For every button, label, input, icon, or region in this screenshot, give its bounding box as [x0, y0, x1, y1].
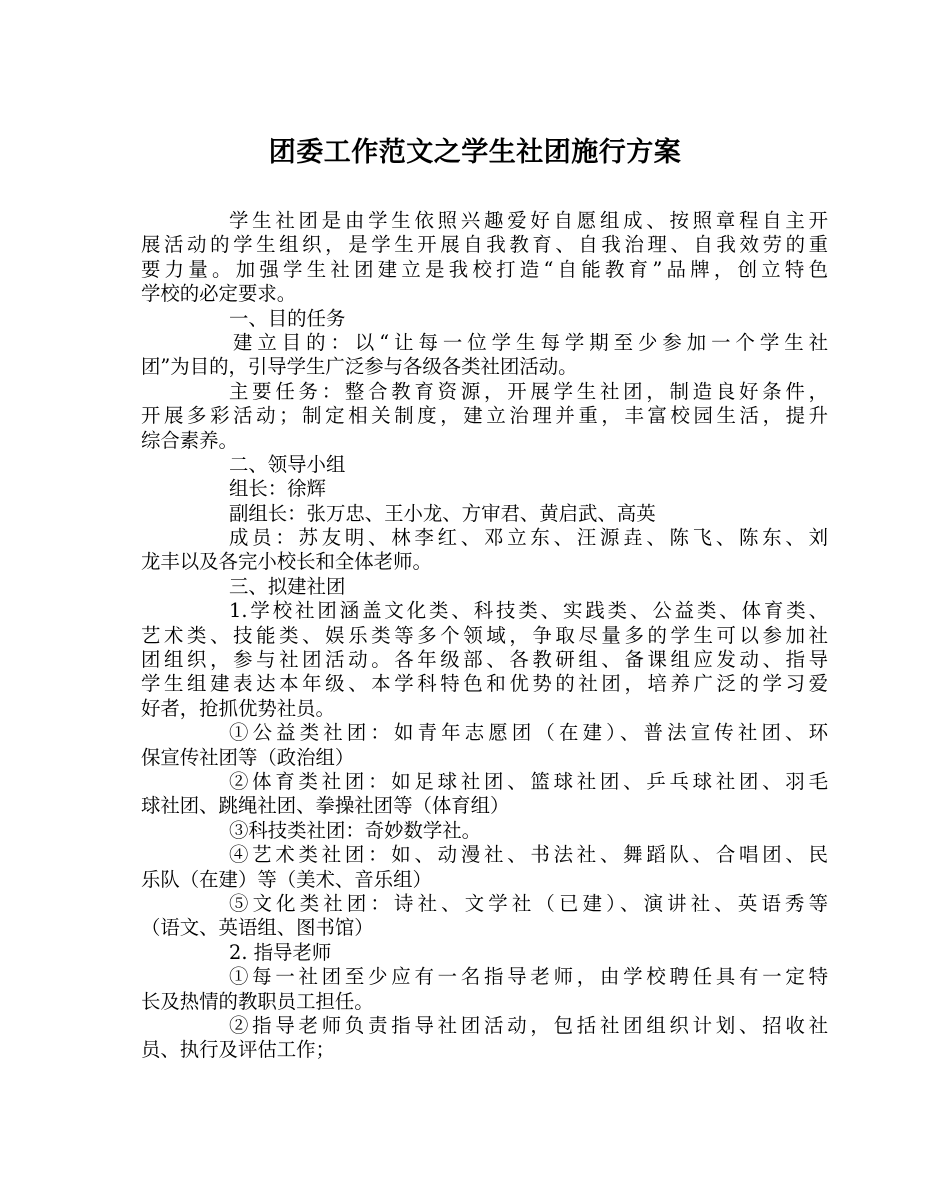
paragraph-line: 开展多彩活动；制定相关制度，建立治理并重，丰富校园生活，提升: [141, 404, 828, 428]
document-title: 团委工作范文之学生社团施行方案: [268, 137, 682, 168]
paragraph-line: 保宣传社团等（政治组）: [141, 745, 355, 769]
paragraph-line: 学生组建表达本年级、本学科特色和优势的社团，培养广泛的学习爱: [141, 672, 828, 696]
section-heading: 二、领导小组: [229, 452, 346, 476]
paragraph-line: ①公益类社团：如青年志愿团（在建）、普法宣传社团、环: [229, 721, 828, 745]
paragraph-line: ④艺术类社团：如、动漫社、书法社、舞蹈队、合唱团、民: [229, 843, 828, 867]
paragraph-line: 乐队（在建）等（美术、音乐组）: [141, 867, 432, 891]
paragraph-line: 副组长：张万忠、王小龙、方审君、黄启武、高英: [229, 501, 656, 525]
paragraph-line: 团”为目的，引导学生广泛参与各级各类社团活动。: [141, 355, 578, 379]
paragraph-line: 综合素养。: [141, 428, 238, 452]
paragraph-line: 主要任务：整合教育资源，开展学生社团，制造良好条件，: [229, 379, 828, 403]
paragraph-line: ①每一社团至少应有一名指导老师，由学校聘任具有一定特: [229, 965, 828, 989]
document-body: [141, 209, 828, 1063]
paragraph-line: 1.学校社团涵盖文化类、科技类、实践类、公益类、体育类、: [229, 599, 828, 623]
section-heading: 一、目的任务: [229, 306, 346, 330]
paragraph-line: 团组织，参与社团活动。各年级部、各教研组、备课组应发动、指导: [141, 648, 828, 672]
paragraph-line: 球社团、跳绳社团、拳操社团等（体育组）: [141, 794, 510, 818]
section-heading: 2. 指导老师: [229, 940, 332, 964]
paragraph-line: 艺术类、技能类、娱乐类等多个领域，争取尽量多的学生可以参加社: [141, 623, 828, 647]
paragraph-line: ⑤文化类社团：诗社、文学社（已建）、演讲社、英语秀等: [229, 891, 828, 915]
section-heading: 三、拟建社团: [229, 574, 346, 598]
paragraph-line: 组长：徐辉: [229, 477, 326, 501]
paragraph-line: ②体育类社团：如足球社团、篮球社团、乒乓球社团、羽毛: [229, 769, 828, 793]
paragraph-line: （语文、英语组、图书馆）: [141, 916, 374, 940]
paragraph-line: 要力量。加强学生社团建立是我校打造“自能教育”品牌，创立特色: [141, 257, 828, 281]
paragraph-line: ③科技类社团：奇妙数学社。: [229, 818, 482, 842]
paragraph-line: 员、执行及评估工作；: [141, 1038, 335, 1062]
paragraph-line: ②指导老师负责指导社团活动，包括社团组织计划、招收社: [229, 1013, 828, 1037]
paragraph-line: 学生社团是由学生依照兴趣爱好自愿组成、按照章程自主开: [229, 209, 828, 232]
paragraph-line: 长及热情的教职员工担任。: [141, 989, 374, 1013]
paragraph-line: 好者，抢抓优势社员。: [141, 696, 335, 720]
paragraph-line: 建立目的：以“让每一位学生每学期至少参加一个学生社: [233, 330, 828, 354]
paragraph-line: 成员：苏友明、林李红、邓立东、汪源垚、陈飞、陈东、刘: [229, 526, 828, 550]
paragraph-line: 展活动的学生组织，是学生开展自我教育、自我治理、自我效劳的重: [141, 233, 828, 257]
paragraph-line: 学校的必定要求。: [141, 282, 297, 306]
paragraph-line: 龙丰以及各完小校长和全体老师。: [141, 550, 432, 574]
